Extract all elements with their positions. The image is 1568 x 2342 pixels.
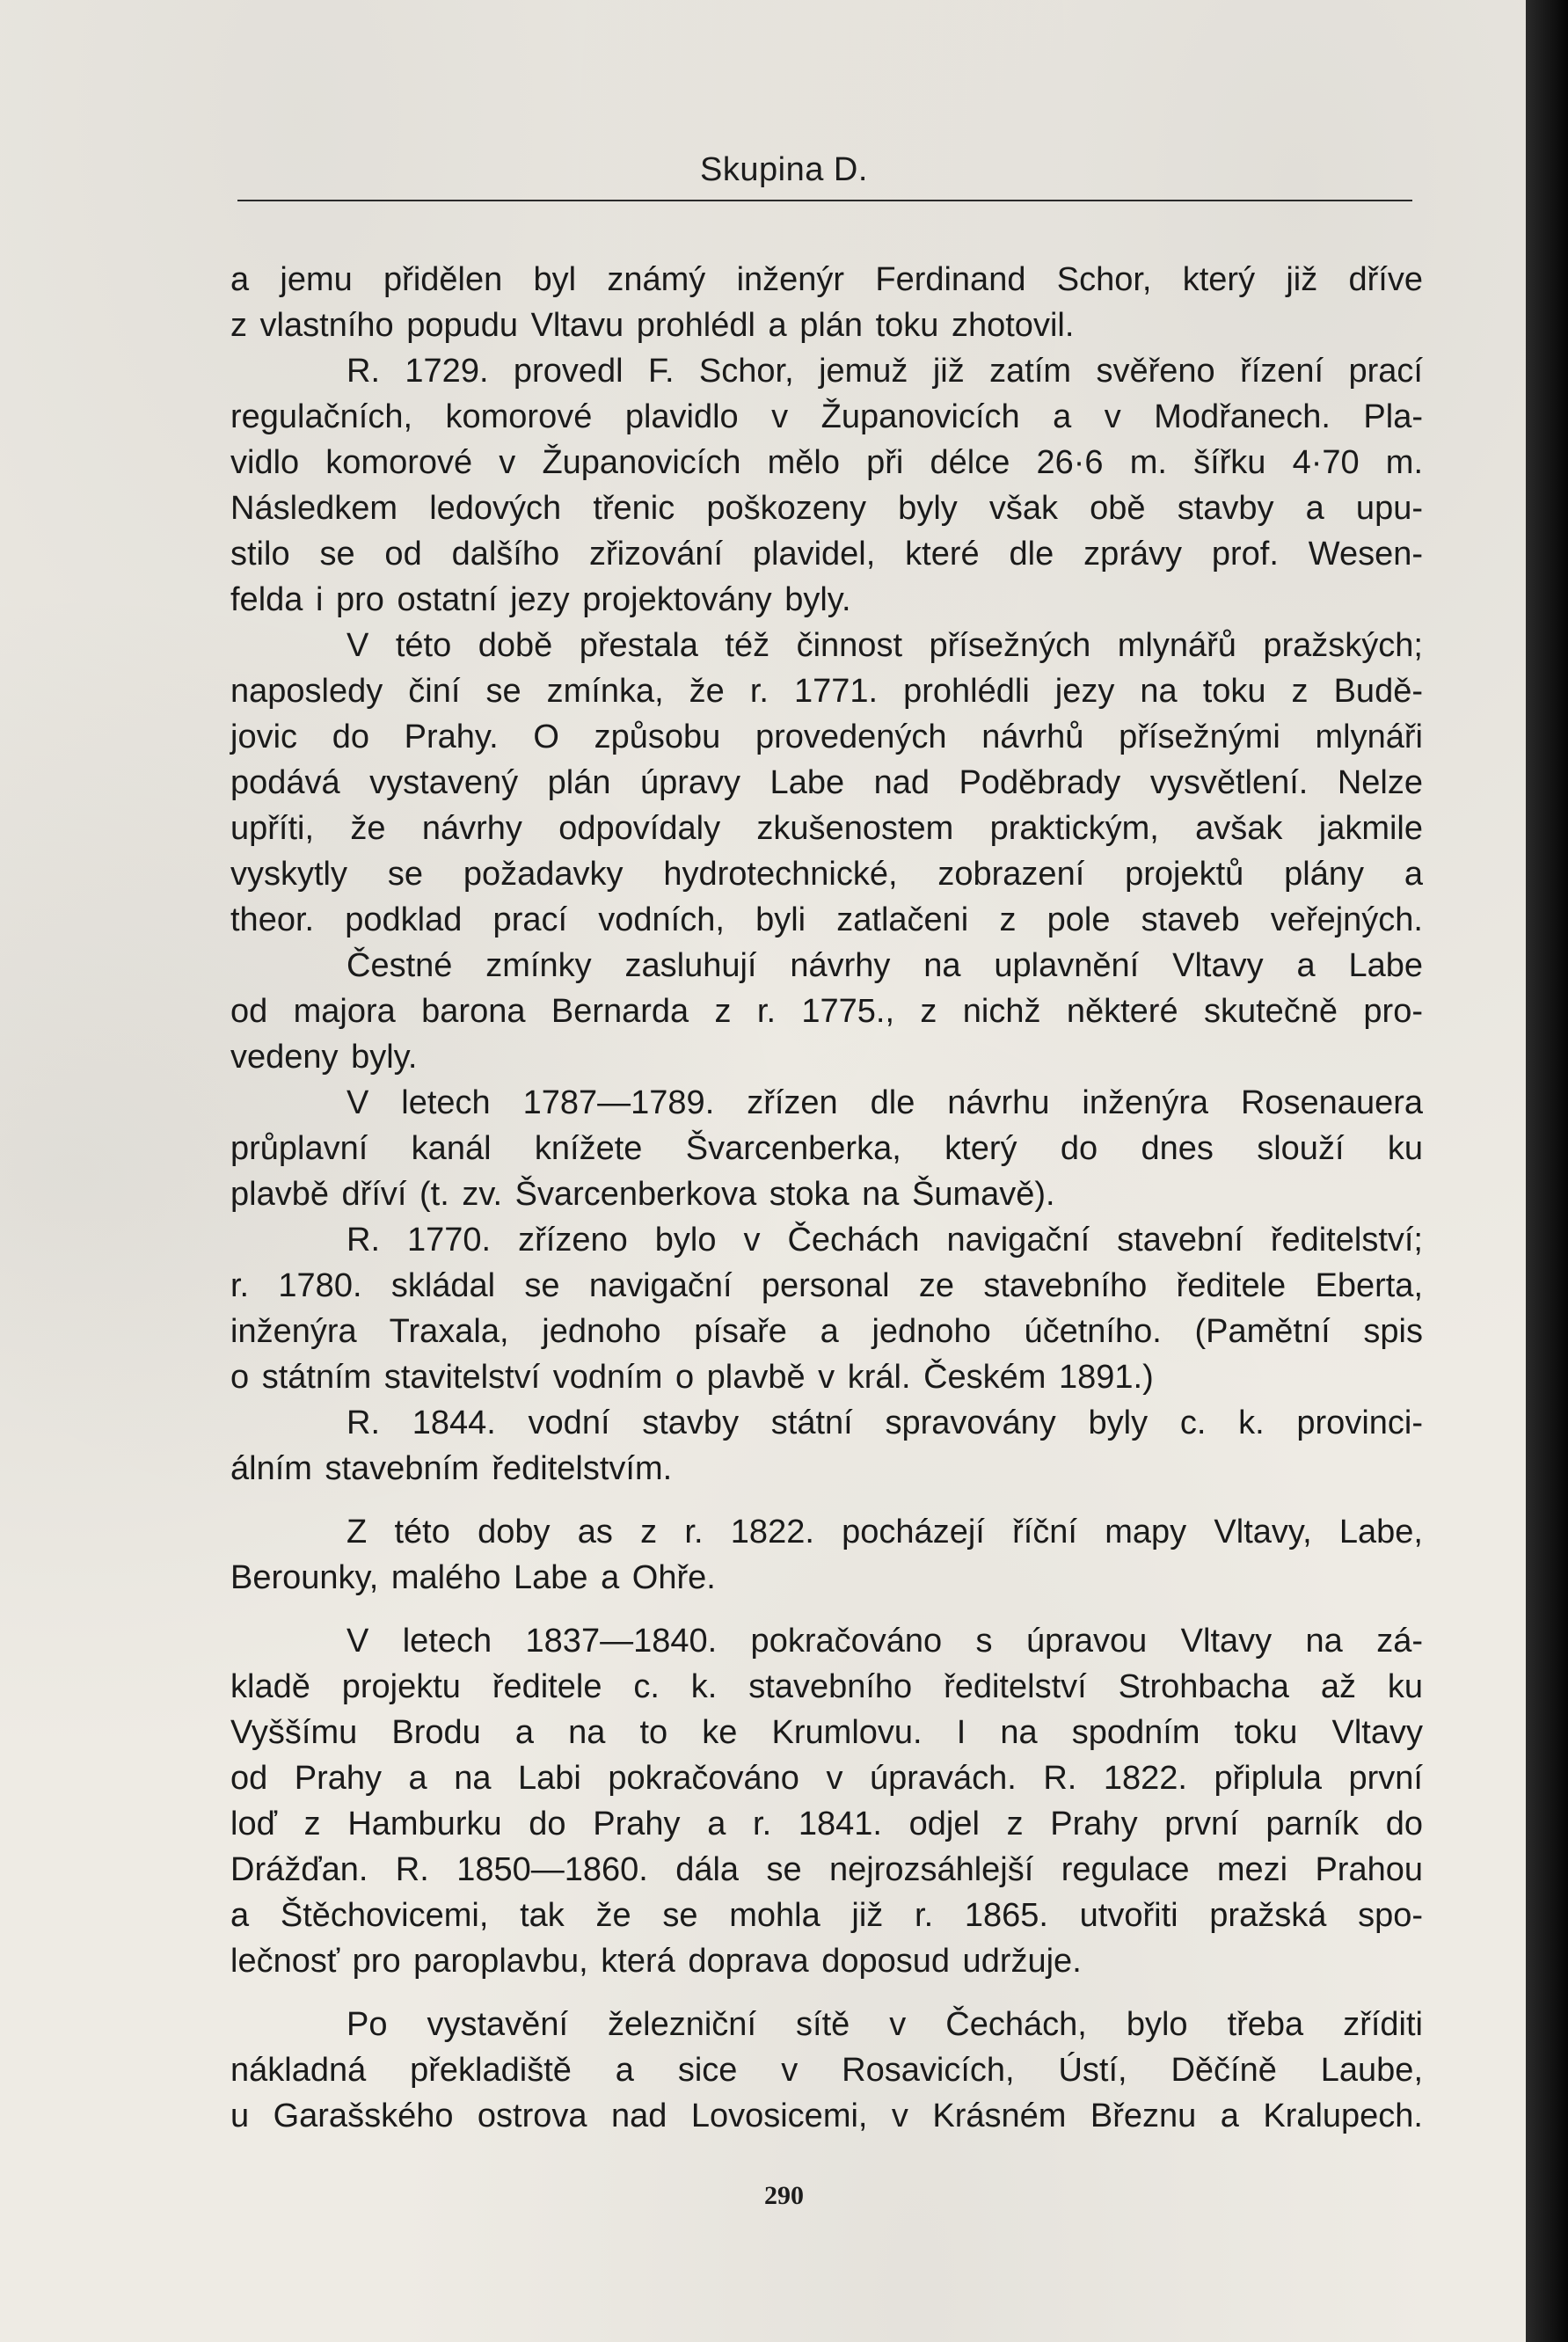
text-line: průplavní kanál knížete Švarcenberka, který do dnes slouží ku <box>230 1130 1423 1167</box>
text-line: od majora barona Bernarda z r. 1775., z nichž některé skutečně pro- <box>230 993 1423 1030</box>
text-line: R. 1729. provedl F. Schor, jemuž již zatím svěřeno řízení prací <box>346 353 1423 390</box>
paragraph-gap <box>230 1984 1423 2002</box>
text-line: Vyššímu Brodu a na to ke Krumlovu. I na spodním toku Vltavy <box>230 1714 1423 1751</box>
paragraph-gap <box>230 1492 1423 1509</box>
body-text <box>230 257 1423 2139</box>
text-line: lečnosť pro paroplavbu, která doprava doposud udržuje. <box>230 1943 1082 1980</box>
text-line: regulačních, komorové plavidlo v Županovicích a v Modřanech. Pla- <box>230 398 1423 435</box>
running-head: Skupina D. <box>700 151 868 188</box>
text-line: vyskytly se požadavky hydrotechnické, zobrazení projektů plány a <box>230 856 1423 893</box>
text-line: z vlastního popudu Vltavu prohlédl a plán toku zhotovil. <box>230 307 1075 344</box>
text-line: V této době přestala též činnost přísežných mlynářů pražských; <box>346 627 1423 664</box>
text-line: Čestné zmínky zasluhují návrhy na uplavnění Vltavy a Labe <box>346 947 1423 984</box>
text-line: Drážďan. R. 1850—1860. dála se nejrozsáhlejší regulace mezi Prahou <box>230 1851 1423 1888</box>
text-line: nákladná překladiště a sice v Rosavicích, Ústí, Děčíně Laube, <box>230 2052 1423 2089</box>
text-line: od Prahy a na Labi pokračováno v úpravách. R. 1822. připlula první <box>230 1760 1423 1797</box>
text-line: podává vystavený plán úpravy Labe nad Poděbrady vysvětlení. Nelze <box>230 764 1423 801</box>
text-line: R. 1844. vodní stavby státní spravovány byly c. k. provinci- <box>346 1404 1423 1441</box>
page-number: 290 <box>764 2181 804 2210</box>
text-line: Berounky, malého Labe a Ohře. <box>230 1559 716 1596</box>
text-line: jovic do Prahy. O způsobu provedených návrhů přísežnými mlynáři <box>230 719 1423 755</box>
text-line: a jemu přidělen byl známý inženýr Ferdinand Schor, který již dříve <box>230 261 1423 298</box>
text-line: o státním stavitelství vodním o plavbě v král. Českém 1891.) <box>230 1359 1154 1396</box>
text-line: Následkem ledových třenic poškozeny byly však obě stavby a upu- <box>230 490 1423 527</box>
text-line: theor. podklad prací vodních, byli zatlačeni z pole staveb veřejných. <box>230 901 1423 938</box>
text-line: V letech 1787—1789. zřízen dle návrhu inženýra Rosenauera <box>346 1084 1423 1121</box>
text-line: kladě projektu ředitele c. k. stavebního ředitelství Strohbacha až ku <box>230 1668 1423 1705</box>
text-line: inženýra Traxala, jednoho písaře a jednoho účetního. (Pamětní spis <box>230 1313 1423 1350</box>
text-line: plavbě dříví (t. zv. Švarcenberkova stoka na Šumavě). <box>230 1176 1055 1213</box>
text-line: stilo se od dalšího zřizování plavidel, které dle zprávy prof. Wesen- <box>230 536 1423 573</box>
text-line: a Štěchovicemi, tak že se mohla již r. 1865. utvořiti pražská spo- <box>230 1897 1423 1934</box>
text-line: upříti, že návrhy odpovídaly zkušenostem praktickým, avšak jakmile <box>230 810 1423 847</box>
text-line: álním stavebním ředitelstvím. <box>230 1450 673 1487</box>
header-rule <box>237 200 1412 201</box>
text-line: Po vystavění železniční sítě v Čechách, bylo třeba zříditi <box>346 2006 1423 2043</box>
text-line: r. 1780. skládal se navigační personal ze stavebního ředitele Eberta, <box>230 1267 1423 1304</box>
text-line: vedeny byly. <box>230 1039 418 1076</box>
text-line: Z této doby as z r. 1822. pocházejí říční mapy Vltavy, Labe, <box>346 1514 1423 1550</box>
scan-edge <box>1526 0 1568 2342</box>
text-line: felda i pro ostatní jezy projektovány byly. <box>230 581 851 618</box>
text-line: vidlo komorové v Županovicích mělo při délce 26·6 m. šířku 4·70 m. <box>230 444 1423 481</box>
text-line: R. 1770. zřízeno bylo v Čechách navigační stavební ředitelství; <box>346 1222 1423 1259</box>
text-line: V letech 1837—1840. pokračováno s úpravou Vltavy na zá- <box>346 1623 1423 1660</box>
paragraph-gap <box>230 1601 1423 1618</box>
text-line: loď z Hamburku do Prahy a r. 1841. odjel z Prahy první parník do <box>230 1806 1423 1842</box>
text-line: naposledy činí se zmínka, že r. 1771. prohlédli jezy na toku z Budě- <box>230 673 1423 710</box>
text-line: u Garašského ostrova nad Lovosicemi, v Krásném Březnu a Kralupech. <box>230 2098 1423 2134</box>
